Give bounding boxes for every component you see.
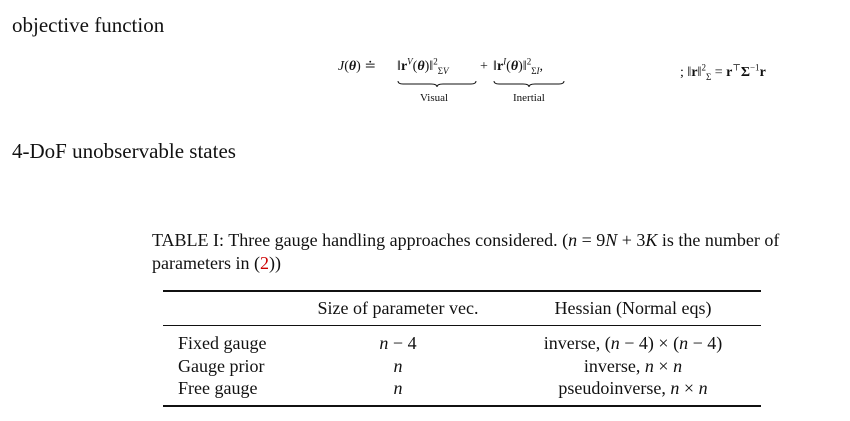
equation-visual-term: $‖r^V(\theta)‖^2_{\Sigma V}$ xyxy=(397,56,449,76)
table-row-approach: Gauge prior xyxy=(178,356,265,376)
table-row-approach: Fixed gauge xyxy=(178,333,267,353)
caption-math: n xyxy=(568,230,578,250)
equation-plus: + xyxy=(480,59,488,74)
caption-mid: is the number of parameters in ( xyxy=(152,230,780,273)
section-heading-unobservable: 4-DoF unobservable states xyxy=(12,139,236,163)
caption-prefix: TABLE I: Three gauge handling approaches considered. ( xyxy=(152,230,569,250)
norm-definition: ; ‖r‖$^2_\Sigma$ = $r^⊤\Sigma^{-1}r$ xyxy=(680,62,766,82)
table-row-size: n xyxy=(393,356,403,376)
table-row-size: n xyxy=(393,378,403,398)
table-bottom-rule xyxy=(163,405,761,407)
inertial-underbrace xyxy=(493,80,565,88)
equation-lhs: J(θ) ≐ xyxy=(338,59,377,74)
caption-suffix: )) xyxy=(268,253,281,273)
table-row-approach: Free gauge xyxy=(178,378,258,398)
column-header-hessian: Hessian (Normal eqs) xyxy=(554,298,712,318)
visual-label: Visual xyxy=(420,92,449,104)
table-top-rule xyxy=(163,290,761,292)
table-header-rule xyxy=(163,325,761,326)
column-header-size: Size of parameter vec. xyxy=(317,298,479,318)
table-caption: TABLE I: Three gauge handling approaches considered. (n = 9N + 3K is the number of parameters in (2)) xyxy=(152,230,780,273)
inertial-label: Inertial xyxy=(513,92,545,104)
visual-underbrace xyxy=(397,80,477,88)
table-row-hessian: pseudoinverse, n × n xyxy=(558,378,708,398)
table-row-size: n − 4 xyxy=(379,333,417,353)
equation-inertial-term: $‖r^I(\theta)‖^2_{\Sigma I}$, xyxy=(493,56,543,76)
table-row-hessian: inverse, n × n xyxy=(583,356,683,376)
section-heading-objective: objective function xyxy=(12,13,165,37)
table-row-hessian: inverse, (n − 4) × (n − 4) xyxy=(543,333,723,353)
equation-reference-link[interactable]: 2 xyxy=(259,253,269,273)
